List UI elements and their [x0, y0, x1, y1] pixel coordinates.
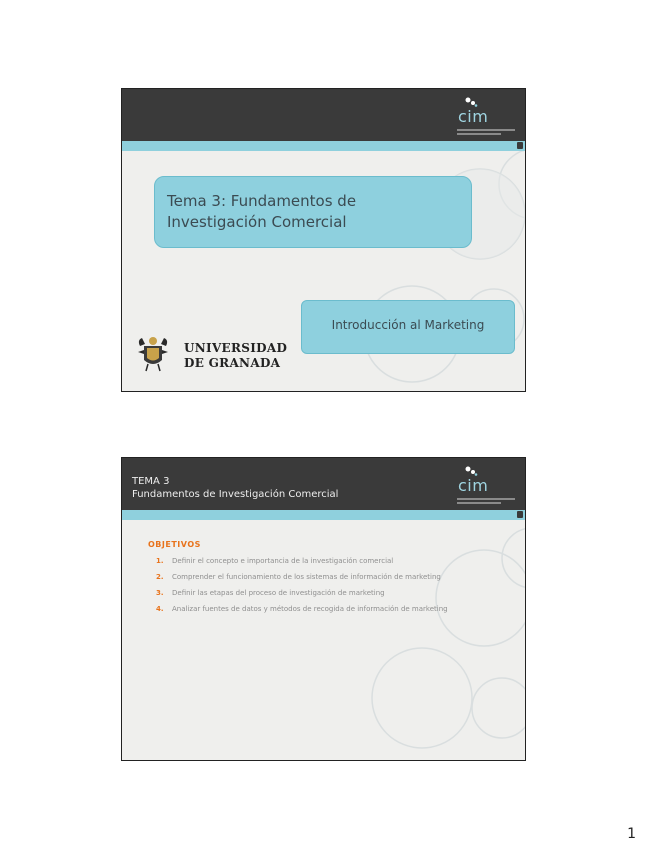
slide-subtitle: Introducción al Marketing [301, 300, 515, 354]
objectives-heading: OBJETIVOS [148, 540, 201, 549]
objective-number: 3. [156, 589, 164, 597]
objective-item [156, 588, 486, 598]
cim-logo-text: cim [458, 476, 489, 495]
slide-marker-icon [517, 142, 523, 149]
slide-title: Tema 3: Fundamentos de Investigación Comercial [154, 176, 472, 248]
objective-item [156, 604, 486, 614]
header-strip [122, 510, 525, 520]
slide-header [132, 475, 338, 501]
objective-item [156, 572, 486, 582]
slide-marker-icon [517, 511, 523, 518]
objective-number: 4. [156, 605, 164, 613]
objectives-list [156, 556, 486, 620]
university-name-line2: DE GRANADA [184, 356, 281, 370]
slide-2 [121, 457, 526, 761]
university-crest-icon [136, 334, 170, 372]
page-number: 1 [627, 826, 636, 842]
objective-text: Definir las etapas del proceso de investigación de marketing [172, 589, 385, 597]
objective-number: 1. [156, 557, 164, 565]
cim-logo-underline [457, 502, 501, 504]
slide-1 [121, 88, 526, 392]
university-name [184, 341, 287, 371]
objective-number: 2. [156, 573, 164, 581]
cim-logo-underline [457, 498, 515, 500]
cim-logo-underline [457, 133, 501, 135]
cim-logo-text: cim [458, 107, 489, 126]
cim-dots-icon [465, 466, 479, 476]
cim-logo [455, 464, 517, 506]
objective-text: Analizar fuentes de datos y métodos de recogida de información de marketing [172, 605, 448, 613]
objective-text: Definir el concepto e importancia de la investigación comercial [172, 557, 394, 565]
university-name-line1: UNIVERSIDAD [184, 341, 288, 355]
cim-logo [455, 95, 517, 137]
header-strip [122, 141, 525, 151]
cim-logo-underline [457, 129, 515, 131]
slide-header-title: Fundamentos de Investigación Comercial [132, 489, 339, 500]
objective-item [156, 556, 486, 566]
slide-header-topic: TEMA 3 [132, 476, 170, 487]
cim-dots-icon [465, 97, 479, 107]
objective-text: Comprender el funcionamiento de los sistemas de información de marketing [172, 573, 441, 581]
